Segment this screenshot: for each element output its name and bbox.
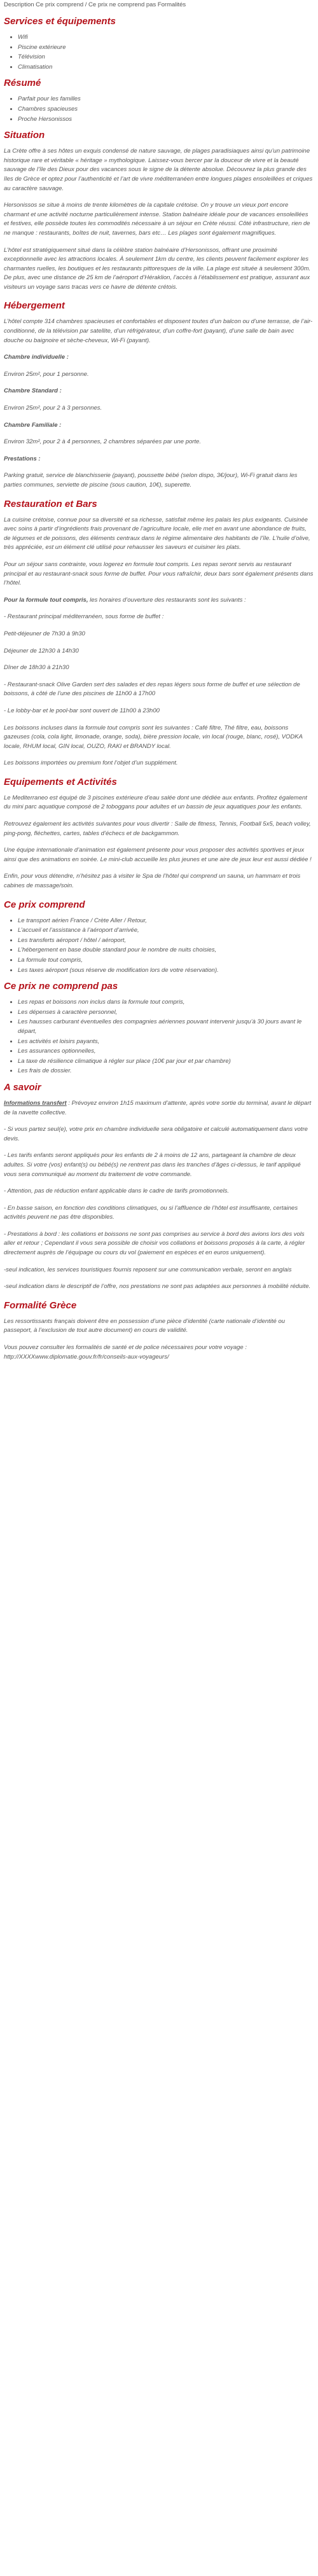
section-title-equipements: Equipements et Activités [4, 776, 117, 787]
paragraph: Les boissons importées ou premium font l’objet d’un supplément. [4, 759, 178, 767]
list-item: • Proche Hersonissos [18, 115, 314, 125]
paragraph: L’hôtel est stratégiquement situé dans la célèbre station balnéaire d’Hersonissos, offrant une proximité exceptionnelle avec les attractions locales. À seulement 1km du centre, les clients peuvent facilement explorer les charmantes ruelles, les boutiques et les restaurants pittoresques de la ville. La plage est située à seulement 300m. De plus, avec une distance de 25 km de l’aéroport d’Héraklion, l’accès à l’établissement est pratique, assurant aux visiteurs un voyage sans tracas vers ce havre de détente crétois. [4, 246, 311, 291]
list-item: • Chambres spacieuses [18, 105, 314, 114]
room-title-standard: Chambre Standard : [4, 387, 62, 395]
paragraph: Parking gratuit, service de blanchisserie (payant), poussette bébé (selon dispo, 3€/jour), Wi-Fi gratuit dans les parties communes, serviette de piscine (sous caution, 10€), superette. [4, 472, 298, 488]
paragraph: Une équipe internationale d’animation est également présente pour vous proposer des activités sportives et jeux ainsi que des animations en soirée. Le mini-club accueille les plus jeunes et une aire de jeux leur est aussi dédiée ! [4, 847, 312, 863]
paragraph: Enfin, pour vous détendre, n’hésitez pas à visiter le Spa de l’hôtel qui comprend un sauna, un hammam et trois cabines de massage/soin. [4, 873, 301, 890]
paragraph: Pour un séjour sans contrainte, vous logerez en formule tout compris. Les repas seront servis au restaurant principal et au restaurant-snack sous forme de buffet. Pour vous rafraîchir, deux bars sont également présents dans l’hôtel. [4, 560, 314, 587]
list-item: • Les activités et loisirs payants, [18, 1037, 314, 1047]
section-title-comprend: Ce prix comprend [4, 899, 85, 910]
paragraph: - Le lobby-bar et le pool-bar sont ouvert de 11h00 à 23h00 [4, 707, 160, 714]
list-item: • Les taxes aéroport (sous réserve de modification lors de votre réservation). [18, 966, 314, 976]
prestations-title: Prestations : [4, 455, 41, 462]
paragraph: - Restaurant-snack Olive Garden sert des salades et des repas légers sous forme de buffet et une sélection de boissons, à côté de l’une des piscines de 11h00 à 17h00 [4, 681, 300, 698]
paragraph: Petit-déjeuner de 7h30 à 9h30 [4, 630, 85, 637]
paragraph: L’hôtel compte 314 chambres spacieuses et confortables et disposent toutes d’un balcon ou d’une terrasse, de l’air-conditionné, de la télévision par satellite, d’un réfrigérateur, d’un coffre-fort (payant), d’une salle de bain avec douche ou baignoire et sèche-cheveux, Wi-Fi (payant). [4, 318, 313, 344]
list-item: • Les hausses carburant éventuelles des compagnies aériennes pouvant intervenir jusqu’à 30 jours avant le départ, [18, 1018, 314, 1036]
paragraph: Environ 25m², pour 1 personne. [4, 370, 89, 378]
paragraph [4, 596, 314, 606]
list-item: • Wifi [18, 33, 314, 43]
section-title-savoir: A savoir [4, 1081, 41, 1093]
section-title-formalite: Formalité Grèce [4, 1299, 77, 1311]
list-item: • Télévision [18, 53, 314, 62]
section-title-hebergement: Hébergement [4, 300, 65, 312]
resume-list [4, 95, 314, 124]
list-item: • Piscine extérieure [18, 43, 314, 53]
paragraph: -seul indication, les services touristiques fournis reposent sur une communication verbale, seront en anglais [4, 1266, 292, 1273]
paragraph: Hersonissos se situe à moins de trente kilomètres de la capitale crétoise. On y trouve un vieux port encore charmant et une activité nocturne particulièrement intense. Station balnéaire idéale pour de vacances ensoleillées et festives, elle possède toutes les commodités nécessaire à un séjour en Crète réussi. Côté infrastructure, rien de ne manque : restaurants, boîtes de nuit, tavernes, bars etc… Les plages sont également magnifiques. [4, 202, 310, 237]
paragraph: - En basse saison, en fonction des conditions climatiques, ou si l’affluence de l’hôtel est insuffisante, certaines activités peuvent ne pas être disponibles. [4, 1204, 298, 1221]
paragraph: Déjeuner de 12h30 à 14h30 [4, 647, 79, 654]
list-item: • Les repas et boissons non inclus dans la formule tout compris, [18, 998, 314, 1008]
room-title-individuelle: Chambre individuelle : [4, 354, 69, 361]
paragraph: -seul indication dans le descriptif de l’offre, nos prestations ne sont pas adaptées aux personnes à mobilité réduite. [4, 1283, 311, 1291]
list-item: • Les assurances optionnelles, [18, 1047, 314, 1056]
list-item: • Climatisation [18, 63, 314, 73]
list-item: • Parfait pour les familles [18, 95, 314, 104]
section-title-resume: Résumé [4, 78, 41, 89]
section-title-situation: Situation [4, 130, 45, 141]
section-title-services: Services et équipements [4, 16, 116, 27]
paragraph: - Restaurant principal méditerranéen, sous forme de buffet : [4, 613, 164, 621]
paragraph: Vous pouvez consulter les formalités de santé et de police nécessaires pour votre voyage : http://XXXXwww.diplomatie.gouv.fr/fr/conseils-aux-voyageurs/ [4, 1344, 247, 1361]
room-title-familiale: Chambre Familiale : [4, 421, 62, 429]
paragraph-text: les horaires d’ouverture des restaurants sont les suivants : [88, 596, 246, 604]
section-title-restauration: Restauration et Bars [4, 498, 97, 509]
paragraph: La Crète offre à ses hôtes un exquis condensé de nature sauvage, de plages paradisiaques ainsi qu’un patrimoine historique rare et véritable « héritage » mythologique. Laissez-vous bercer par la douceur de vivre et la beauté sauvage de l’île des Dieux pour des vacances sous le signe de la détente absolue. Découvrez la plus grande des îles de Grèce et optez pour l’authenticité et l’art de vivre méditerranéen entre longues plages ensoleillées et criques au caractère sauvage. [4, 148, 313, 192]
paragraph: Retrouvez également les activités suivantes pour vous divertir : Salle de fitness, Tennis, Football 5x5, beach volley, ping-pong, fléchettes, cartes, tables d’échecs et de backgammon. [4, 821, 311, 837]
paragraph: - Attention, pas de réduction enfant applicable dans le cadre de tarifs promotionnels. [4, 1188, 230, 1195]
list-item: • L’hébergement en base double standard pour le nombre de nuits choisies, [18, 946, 314, 955]
list-item: • L’accueil et l’assistance à l’aéroport d’arrivée, [18, 926, 314, 936]
paragraph [4, 1099, 314, 1118]
paragraph: - Les tarifs enfants seront appliqués pour les enfants de 2 à moins de 12 ans, partageant la chambre de deux adultes. Si votre (vos) enfant(s) ou bébé(s) ne rentrent pas dans les tranches d’âges ci-dessus, le tarif appliqué vous sera communiqué au moment du traitement de votre commande. [4, 1152, 301, 1178]
comprend-list [4, 917, 314, 976]
paragraph: Les boissons incluses dans la formule tout compris sont les suivantes : Café filtre, Thé filtre, eau, boissons gazeuses (cola, cola light, limonade, orange, soda), bière pression locale, vin local (rouge, blanc, rosé), VODKA locale, RHUM local, GIN local, OUZO, RAKI et BRANDY local. [4, 724, 303, 750]
formula-label: Pour la formule tout compris, [4, 596, 88, 604]
paragraph: Dîner de 18h30 à 21h30 [4, 664, 69, 672]
list-item: • Le transport aérien France / Crète Aller / Retour, [18, 917, 314, 926]
tab-bar[interactable]: Description Ce prix comprend / Ce prix ne comprend pas Formalités [4, 1, 186, 8]
ne-comprend-list [4, 998, 314, 1076]
paragraph: Les ressortissants français doivent être en possession d’une pièce d’identité (carte nationale d’identité ou passeport, à l’exclusion de tout autre document) en cours de validité. [4, 1317, 286, 1334]
transfer-info-label: Informations transfert [4, 1099, 67, 1107]
paragraph: - Si vous partez seul(e), votre prix en chambre individuelle sera obligatoire et calculé automatiquement dans votre devis. [4, 1126, 308, 1142]
list-item: • La formule tout compris, [18, 956, 314, 966]
paragraph: - Prestations à bord : les collations et boissons ne sont pas comprises au service à bord des avions lors des vols aller et retour ; Cependant il vous sera possible de choisir vos collations et boissons proposés à la carte, à régler directement auprès de l’équipage ou cours du vol (paiement en espèces et en euros uniquement). [4, 1230, 305, 1257]
paragraph: Environ 32m², pour 2 à 4 personnes, 2 chambres séparées par une porte. [4, 438, 201, 446]
paragraph: La cuisine crétoise, connue pour sa diversité et sa richesse, satisfait même les palais les plus exigeants. Cuisinée avec soins à partir d’ingrédients frais provenant de l’agriculture locale, elle met en avant une abondance de fruits, de légumes et de poissons, des éléments centraux dans le régime alimentaire des habitants de l’île. L’huile d’olive, très appréciée, est un élément clé utilisé pour rehausser les saveurs et cuisiner les plats. [4, 516, 310, 551]
list-item: • Les dépenses à caractère personnel, [18, 1008, 314, 1018]
list-item: • La taxe de résilience climatique à régler sur place (10€ par jour et par chambre) [18, 1057, 314, 1067]
paragraph-text: : Prévoyez environ 1h15 maximum d’attente, après votre sortie du terminal, avant le départ de la navette collective. [4, 1099, 312, 1116]
services-list [4, 33, 314, 72]
section-title-ne-comprend: Ce prix ne comprend pas [4, 981, 118, 992]
list-item: • Les frais de dossier. [18, 1067, 314, 1076]
paragraph: Environ 25m², pour 2 à 3 personnes. [4, 405, 102, 412]
list-item: • Les transferts aéroport / hôtel / aéroport, [18, 936, 314, 946]
paragraph: Le Mediterraneo est équipé de 3 piscines extérieure d’eau salée dont une dédiée aux enfants. Profitez également du mini parc aquatique composé de 2 toboggans pour adultes et un bassin de jeux aquatiques pour les enfants. [4, 794, 307, 811]
